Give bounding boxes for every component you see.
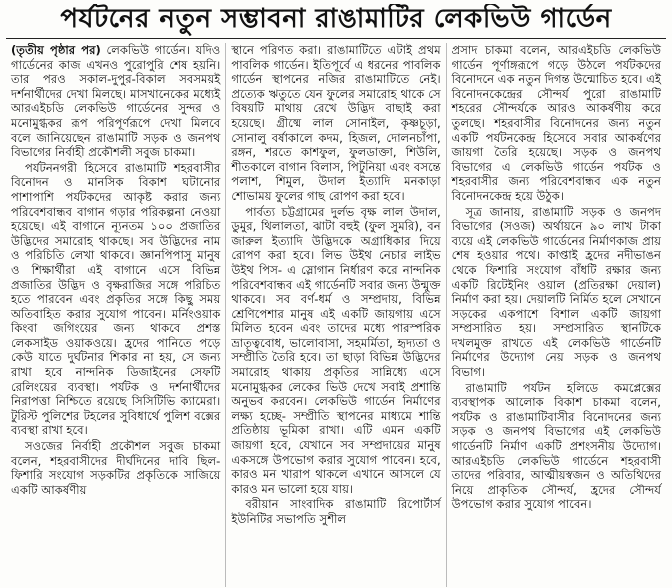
- article-paragraph: রাঙামাটি পর্যটন হলিডে কমপ্লেক্সের ব্যবস্থাপক আলোক বিকাশ চাকমা বলেন, পর্যটক ও রাঙামাটিবাসীর বিনোদনের জন্য সড়ক ও জনপথ বিভাগের এই লেকভিউ গার্ডেনটি নির্মাণ একটি প্রশংসনীয় উদ্যোগ। আরএইচডি লেকভিউ গার্ডেনে শহরবাসী তাদের পরিবার, আত্মীয়স্বজন ও অতিথিদের নিয়ে প্রাকৃতিক সৌন্দর্য, হ্রদের সৌন্দর্য উপভোগ করার সুযোগ পাবেন।: [451, 380, 661, 512]
- article-column-3: [446, 43, 666, 587]
- article-paragraph: পার্বত্য চট্টগ্রামের দুর্লভ বৃক্ষ লাল উদাল, ডুমুর, থিলালতা, ঝাটা বহুই (ফুল সুমরি), বন জারুল ইত্যাদি উদ্ভিদকে অগ্রাধিকার দিয়ে রোপণ করা হবে। লিভ উইথ নেচার লাইভ উইথ পিস- এ স্লোগান নির্ধারণ করে নান্দনিক পরিবেশবান্ধব এই গার্ডেনটি সবার জন্য উন্মুক্ত থাকবে। সব বর্ণ-ধর্ম ও সম্প্রদায়, বিভিন্ন শ্রেণিপেশার মানুষ এই একটি জায়গায় এসে মিলিত হবেন এবং তাদের মধ্যে পারস্পরিক ভ্রাতৃত্ববোধ, ভালোবাসা, সহমর্মিতা, হৃদ্যতা ও সম্প্রীতি তৈরি হবে। তা ছাড়া বিভিন্ন উদ্ভিদের সমারোহ থাকায় প্রকৃতির সান্নিধ্যে এসে মনোমুগ্ধকর লেকের ভিউ দেখে সবাই প্রশান্তি অনুভব করবেন। লেকভিউ গার্ডেন নির্মাণের লক্ষ্য হচ্ছে- সম্প্রীতি স্থাপনের মাধ্যমে শান্তি প্রতিষ্ঠায় ভূমিকা রাখা। এটি এমন একটি জায়গা হবে, যেখানে সব সম্প্রদায়ের মানুষ একসঙ্গে উপভোগ করার সুযোগ পাবেন। হবে, কারও মন খারাপ থাকলে এখানে আসলে যে কারও মন ভালো হয়ে যায়।: [231, 204, 441, 496]
- article-paragraph: স্থানে পরিণত করা। রাঙামাটিতে এটাই প্রথম পাবলিক গার্ডেন। ইতিপূর্বে এ ধরনের পাবলিক গার্ডেন স্থাপনের নজির রাঙামাটিতে নেই। প্রত্যেক ঋতুতে যেন ফুলের সমারোহ থাকে সে বিষয়টি মাথায় রেখে উদ্ভিদ বাছাই করা হয়েছে। গ্রীষ্মে লাল সোনাইল, কৃষ্ণচূড়া, সোনালু বর্ষাকালে কদম, হিজল, দোলনচাঁপা, রঙ্গন, শরতে কাশফুল, ফুলডাক্তা, শিউলি, শীতকালে বাগান বিলাস, পিটুনিয়া এবং বসন্তে পলাশ, শিমুল, উদাল ইত্যাদি মনকাড়া শোভাময় ফুলের গাছ রোপণ করা হবে।: [231, 43, 441, 203]
- article-paragraph: [11, 43, 220, 160]
- continuation-tag: (তৃতীয় পৃষ্ঠার পর): [11, 43, 101, 57]
- article-paragraph: সওজের নির্বাহী প্রকৌশল সবুজ চাকমা বলেন, শহরবাসীদের দীর্ঘদিনের দাবি ছিল- ফিশারি সংযোগ সড়কটির প্রকৃতিকে সাজিয়ে একটি আকর্ষণীয়: [11, 439, 221, 497]
- article-columns: [6, 43, 666, 587]
- article-paragraph: বরীয়ান সাংবাদিক রাঙামাটি রিপোর্টার্স ইউনিটির সভাপতি সুশীল: [231, 497, 441, 526]
- article-column-2: [225, 43, 445, 587]
- paragraph-text: লেকভিউ গার্ডেন। যদিও গার্ডেনের কাজ এখনও পুরোপুরি শেষ হয়নি। তার পরও সকাল-দুপুর-বিকাল সবসময়ই দর্শনার্থীদের দেখা মিলছে। মাসখানেকের মধ্যেই আরএইচডি লেকভিউ গার্ডেনের সুন্দর ও মনোমুগ্ধকর রূপ পরিপূর্ণরূপে দেখা মিলবে বলে জানিয়েছেন রাঙামাটি সড়ক ও জনপথ বিভাগের নির্বাহী প্রকৌশলী সবুজ চাকমা।: [11, 43, 221, 160]
- article-column-1: [6, 43, 225, 587]
- article-paragraph: সূত্র জানায়, রাঙামাটি সড়ক ও জনপদ বিভাগের (সওজ) অর্থায়নে ৯০ লাখ টাকা ব্যয়ে এই লেকভিউ গার্ডেনের নির্মাণকাজ প্রায় শেষ হওয়ার পথে। কাপ্তাই হ্রদের নদীভাঙন থেকে ফিশারি সংযোগ বাঁধটি রক্ষার জন্য একটি রিটেইনিং ওয়াল (প্রতিরক্ষা দেয়াল) নির্মাণ করা হয়। দেয়ালটি নির্মিত হলে সেখানে সড়কের একপাশে বিশাল একটি জায়গা সম্প্রসারিত হয়। সম্প্রসারিত স্থানটিকে দখলমুক্ত রাখতে এই লেকভিউ গার্ডেনটি নির্মাণের উদ্যোগ নেয় সড়ক ও জনপথ বিভাগ।: [451, 204, 661, 380]
- article-paragraph: পর্যটননগরী হিসেবে রাঙামাটি শহরবাসীর বিনোদন ও মানসিক বিকাশ ঘটানোর পাশাপাশি পর্যটকদের আকৃষ্ট করার জন্য পরিবেশবান্ধব বাগান গড়ার পরিকল্পনা নেওয়া হয়েছে। এই বাগানে ন্যূনতম ১০০ প্রজাতির উদ্ভিদের সমারোহ থাকছে। সব উদ্ভিদের নাম ও পরিচিতি লেখা থাকবে। জ্ঞানপিপাসু মানুষ ও শিক্ষার্থীরা এই বাগানে এসে বিভিন্ন প্রজাতির উদ্ভিদ ও বৃক্ষরাজির সঙ্গে পরিচিত হতে পারবেন এবং প্রকৃতির সঙ্গে কিছু সময় অতিবাহিত করার সুযোগ পাবেন। মর্নিংওয়াক কিংবা জগিংয়ের জন্য থাকবে প্রশস্ত লেকসাইড ওয়াকওয়ে। হ্রদের পানিতে পড়ে কেউ যাতে দুর্ঘটনার শিকার না হয়, সে জন্য রাখা হবে নান্দনিক ডিজাইনের সেফটি রেলিংয়ের ব্যবস্থা। পর্যটক ও দর্শনার্থীদের নিরাপত্তা নিশ্চিতে রয়েছে সিসিটিভি ক্যামেরা। টুরিস্ট পুলিশের টহলের সুবিধার্থে পুলিশ বক্সের ব্যবস্থা রাখা হবে।: [11, 160, 221, 438]
- article-headline: পর্যটনের নতুন সম্ভাবনা রাঙামাটির লেকভিউ গার্ডেন: [6, 4, 666, 39]
- article-paragraph: প্রসাদ চাকমা বলেন, আরএইচডি লেকভিউ গার্ডেন পূর্ণাঙ্গরূপে গড়ে উঠলে পর্যটকদের বিনোদনে এক নতুন দিগন্ত উন্মোচিত হবে। এই বিনোদনকেন্দ্রের সৌন্দর্য পুরো রাঙামাটি শহরের সৌন্দর্যকে আরও আকর্ষণীয় করে তুলছে। শহরবাসীর বিনোদনের জন্য নতুন একটি পর্যটনকেন্দ্র হিসেবে সবার আকর্ষণের জায়গা তৈরি হয়েছে। সড়ক ও জনপথ বিভাগের এ লেকভিউ গার্ডেন পর্যটক ও শহরবাসীর জন্য পরিবেশবান্ধব এক নতুন বিনোদনকেন্দ্র হয়ে উঠুক।: [451, 43, 661, 203]
